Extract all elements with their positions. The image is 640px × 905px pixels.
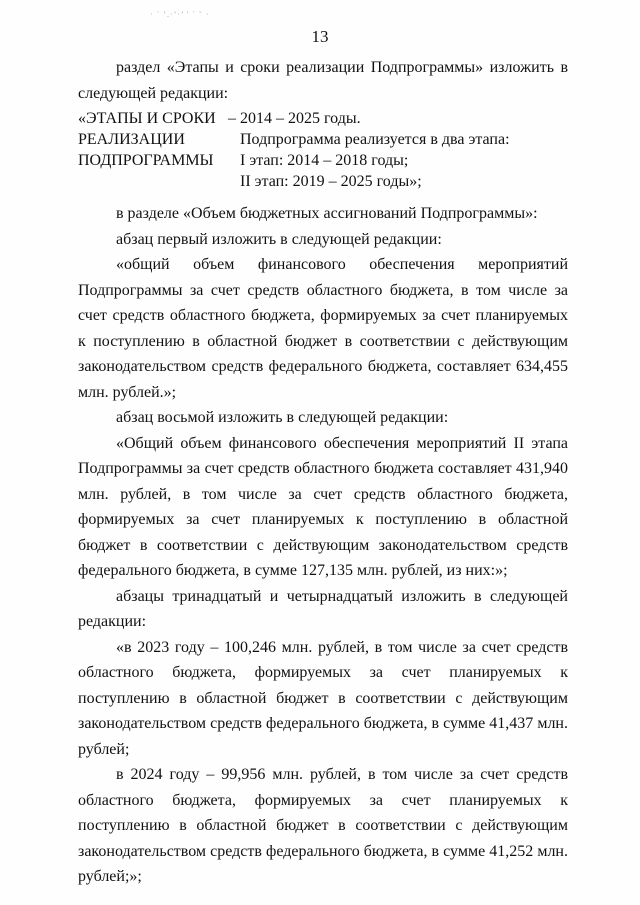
scan-artifact-marks: · ` ’.·’·’ ' ` ˜ · [150, 10, 210, 19]
abzac-eighth-instruction: абзац восьмой изложить в следующей редакции: [116, 409, 449, 426]
stages-label-line-2: РЕАЛИЗАЦИИ [78, 131, 185, 148]
intro-line-2: следующей редакции: [78, 84, 229, 102]
stages-label-column [78, 108, 240, 192]
abzac-first-instruction: абзац первый изложить в следующей редакции: [116, 230, 442, 248]
stages-label-line-1: «ЭТАПЫ И СРОКИ [78, 110, 216, 127]
quote-first-paragraph: «общий объем финансового обеспечения мероприятий Подпрограммы за счет средств областного бюджета, в том числе за счет средств областного бюджета, формируемых за счет планируемых к поступлению в областной бюджет в соответствии с действующим законодательством средств федерального бюджета, составляет 634,455 млн. рублей.»; [78, 256, 568, 401]
stages-label-first-row [78, 108, 240, 129]
stages-label-line-3: ПОДПРОГРАММЫ [78, 152, 214, 169]
section-volume-heading: в разделе «Объем бюджетных ассигнований Подпрограммы»: [116, 205, 538, 222]
stages-value-line-4: II этап: 2019 – 2025 годы»; [240, 173, 422, 190]
intro-line-1: раздел «Этапы и сроки реализации Подпрограммы» изложить в [116, 59, 568, 76]
page-number: 13 [311, 27, 329, 46]
stages-value-line-1: 2014 – 2025 годы. [240, 110, 361, 127]
stages-table [78, 108, 568, 192]
quote-2024-paragraph: в 2024 году – 99,956 млн. рублей, в том числе за счет средств областного бюджета, формируемых за счет планируемых к поступлению в областной бюджет в соответствии с действующим законодательством средств федерального бюджета, в сумме 41,252 млн. рублей;»; [78, 766, 568, 885]
document-body [78, 55, 568, 890]
abzac-13-14-instruction: абзацы тринадцатый и четырнадцатый изложить в следующей редакции: [78, 587, 568, 630]
stages-value-line-2: Подпрограмма реализуется в два этапа: [240, 131, 510, 148]
quote-2023-paragraph: «в 2023 году – 100,246 млн. рублей, в том числе за счет средств областного бюджета, формируемых за счет планируемых к поступлению в областной бюджет в соответствии с действующим законодательством средств федерального бюджета, в сумме 41,437 млн. рублей; [78, 638, 568, 758]
stages-value-line-3: I этап: 2014 – 2018 годы; [240, 152, 409, 169]
stages-value-column [240, 108, 568, 192]
quote-eighth-paragraph: «Общий объем финансового обеспечения мероприятий II этапа Подпрограммы за счет средств областного бюджета составляет 431,940 млн. рублей, в том числе за счет средств областного бюджета, формируемых за счет планируемых к поступлению в областной бюджет в соответствии с действующим законодательством средств федерального бюджета, в сумме 127,135 млн. рублей, из них:»; [78, 434, 568, 579]
stages-label-dash: – [228, 110, 236, 127]
